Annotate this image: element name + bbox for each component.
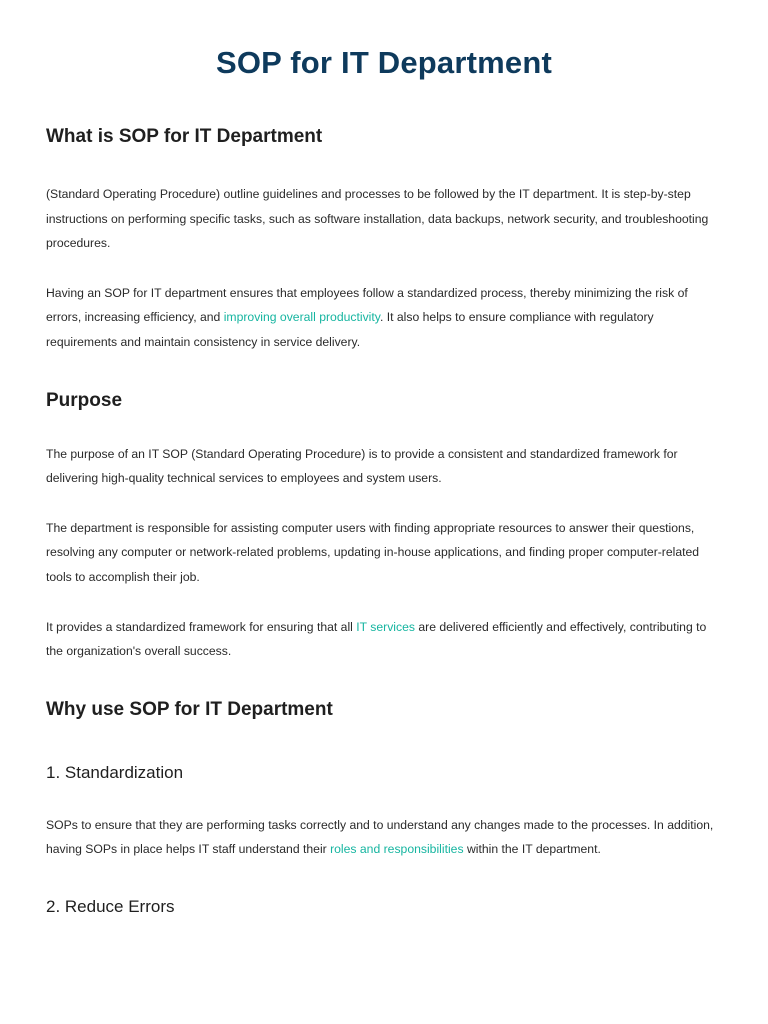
link-improving-overall-productivity[interactable]: improving overall productivity [223, 310, 380, 325]
paragraph-purpose: The purpose of an IT SOP (Standard Operating Procedure) is to provide a consistent and standardized framework for delivering high-quality technical services to employees and system users. [46, 446, 678, 486]
paragraph-text: within the IT department. [463, 842, 601, 857]
paragraph-text: . It also helps to ensure compliance with regulatory requirements and maintain consistency in service delivery. [46, 310, 654, 349]
subheading-standardization: 1. Standardization [46, 762, 184, 782]
paragraph-text: It provides a standardized framework for ensuring that all [46, 619, 357, 634]
link-it-services[interactable]: IT services [356, 619, 415, 634]
paragraph-framework [46, 615, 722, 664]
paragraph-text: are delivered efficiently and effectively, contributing to the organization's overall success. [46, 619, 707, 659]
link-roles-and-responsibilities[interactable]: roles and responsibilities [330, 842, 464, 857]
paragraph-benefits [46, 281, 722, 355]
section-heading-what-is-sop: What is SOP for IT Department [46, 126, 323, 147]
subheading-reduce-errors: 2. Reduce Errors [46, 896, 175, 916]
section-what-is-sop [46, 124, 722, 355]
paragraph-text: SOPs to ensure that they are performing tasks correctly and to understand any changes made to the processes. In addition, having SOPs in place helps IT staff understand their [46, 817, 714, 857]
section-heading-purpose: Purpose [46, 389, 123, 411]
paragraph-text: Having an SOP for IT department ensures that employees follow a standardized process, thereby minimizing the risk of errors, increasing efficiency, and [46, 285, 688, 325]
paragraph-standardization [46, 813, 722, 862]
section-why-use-sop [46, 697, 722, 919]
paragraph-definition: (Standard Operating Procedure) outline guidelines and processes to be followed by the IT department. It is step-by-step instructions on performing specific tasks, such as software installation, data backups, network security, and troubleshooting procedures. [46, 187, 709, 251]
section-purpose [46, 388, 722, 664]
paragraph-responsibilities: The department is responsible for assisting computer users with finding appropriate resources to answer their questions, resolving any computer or network-related problems, updating in-house applications, and finding proper computer-related tools to accomplish their job. [46, 520, 700, 584]
page-title: SOP for IT Department [215, 45, 553, 80]
section-heading-why-use-sop: Why use SOP for IT Department [46, 698, 333, 720]
